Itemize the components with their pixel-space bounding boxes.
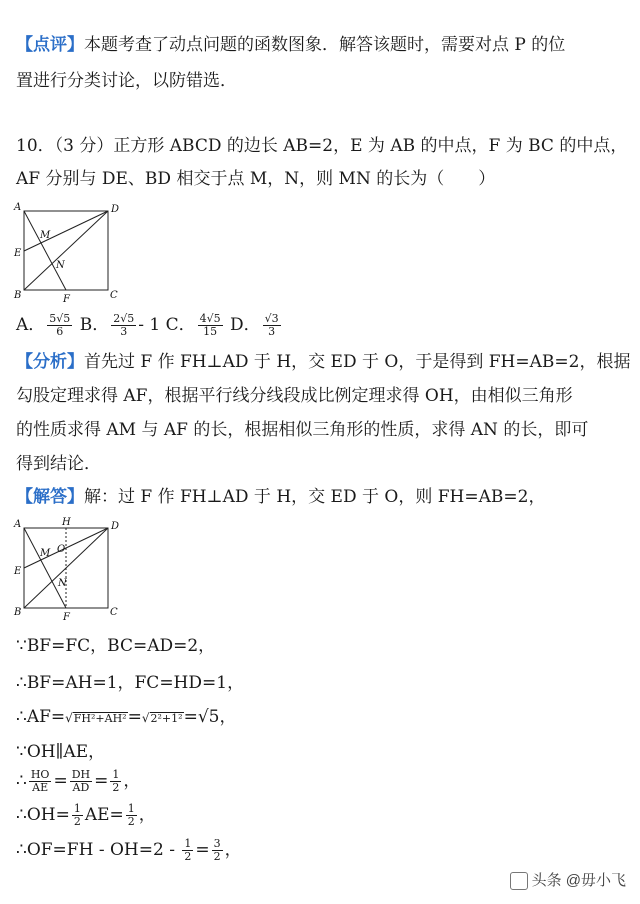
- label-a-2: A: [14, 519, 22, 530]
- label-f: F: [63, 294, 70, 305]
- analysis-line-3: 的性质求得 AM 与 AF 的长，根据相似三角形的性质，求得 AN 的长，即可: [16, 420, 589, 440]
- radical-2-1: 2²+1²: [150, 712, 183, 725]
- toutiao-logo-icon: [510, 872, 528, 890]
- label-e-2: E: [14, 566, 22, 577]
- square-diagram-1: [10, 198, 130, 308]
- option-b-label: B．: [79, 315, 110, 335]
- question-line-2: AF 分别与 DE、BD 相交于点 M，N，则 MN 的长为（ ）: [16, 169, 496, 189]
- segment-af-2: [24, 528, 66, 608]
- watermark: 头条 @毋小飞: [510, 869, 626, 890]
- segment-af: [24, 211, 66, 290]
- option-c-label: C．: [165, 315, 196, 335]
- label-a: A: [14, 202, 22, 213]
- label-n: N: [56, 260, 65, 271]
- label-e: E: [14, 248, 22, 259]
- label-h-2: H: [62, 517, 71, 528]
- step-4: ∵OH∥AE，: [16, 742, 106, 762]
- analysis-line-1: 【分析】首先过 F 作 FH⊥AD 于 H，交 ED 于 O，于是得到 FH=AB=2，根据: [16, 352, 631, 372]
- option-a-fraction: $\frac{5√5}{6}$: [49, 312, 71, 338]
- segment-bd: [24, 211, 108, 290]
- option-b-fraction: $\frac{2√5}{3}$: [113, 312, 135, 338]
- answer-line-1: 【解答】解：过 F 作 FH⊥AD 于 H，交 ED 于 O，则 FH=AB=2，: [16, 487, 546, 507]
- step-7: ∴OF=FH - OH=2 - $\frac{1}{2}$ = $\frac{3}{2}$ ，: [16, 837, 242, 863]
- label-n-2: N: [58, 578, 67, 589]
- label-c-2: C: [110, 607, 118, 618]
- review-line-2: 置进行分类讨论，以防错选．: [16, 71, 237, 91]
- step-2: ∴BF=AH=1，FC=HD=1，: [16, 673, 245, 693]
- analysis-line-4: 得到结论．: [16, 454, 101, 474]
- step-6: ∴OH= $\frac{1}{2}$ AE= $\frac{1}{2}$ ，: [16, 802, 156, 828]
- option-d-fraction: $\frac{√3}{3}$: [264, 312, 279, 338]
- label-b-2: B: [14, 607, 22, 618]
- analysis-tag: 【分析】: [16, 352, 84, 372]
- question-line-1: 10．（3 分）正方形 ABCD 的边长 AB=2，E 为 AB 的中点，F 为 BC 的中点，: [16, 136, 628, 156]
- label-m: M: [40, 230, 51, 241]
- step-5: ∴ $\frac{HO}{AE}$ = $\frac{DH}{AD}$ = $\frac{1}{2}$ ，: [16, 768, 141, 794]
- segment-ed: [24, 211, 108, 251]
- label-d: D: [111, 204, 120, 215]
- analysis-line-2: 勾股定理求得 AF，根据平行线分线段成比例定理求得 OH，由相似三角形: [16, 386, 573, 406]
- label-o-2: O: [57, 544, 66, 555]
- option-c-fraction: $\frac{4√5}{15}$: [199, 312, 221, 338]
- review-tag: 【点评】: [16, 35, 84, 55]
- options-line: A． $\frac{5√5}{6}$ B． $\frac{2√5}{3}$ - 1 C． $\frac{4√5}{15}$ D． $\frac{√3}{3}$: [16, 312, 279, 338]
- step-3: ∴AF=√FH²+AH²=√2²+1²=√5，: [16, 707, 237, 727]
- label-f-2: F: [63, 612, 70, 622]
- option-a-label: A．: [16, 315, 46, 335]
- label-m-2: M: [40, 548, 51, 559]
- step-1: ∵BF=FC，BC=AD=2，: [16, 636, 216, 656]
- radical-fh-ah: FH²+AH²: [73, 712, 127, 725]
- option-d-label: D．: [230, 315, 261, 335]
- answer-tag: 【解答】: [16, 487, 84, 507]
- review-line-1: 【点评】本题考查了动点问题的函数图象．解答该题时，需要对点 P 的位: [16, 35, 566, 55]
- label-b: B: [14, 290, 22, 301]
- square-diagram-2: [10, 514, 130, 622]
- label-c: C: [110, 290, 118, 301]
- label-d-2: D: [111, 521, 120, 532]
